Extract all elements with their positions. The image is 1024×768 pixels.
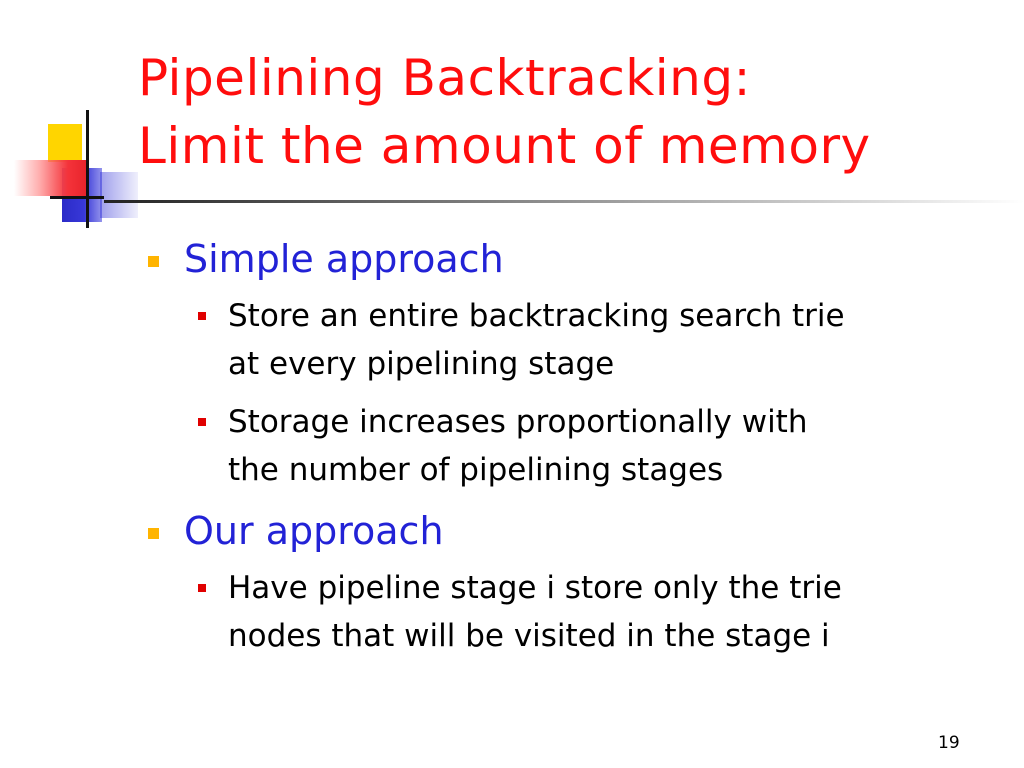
bullet-square-icon [198, 584, 206, 592]
bullet-level2-line: Store an entire backtracking search trie [228, 298, 845, 334]
slide-title-line: Limit the amount of memory [138, 117, 871, 175]
title-underline-rule [104, 200, 1024, 203]
bullet-level1-our-approach [142, 504, 992, 558]
page-number: 19 [938, 733, 960, 753]
bullet-square-icon [198, 312, 206, 320]
decorative-vertical-line [86, 110, 89, 228]
bullet-level1-simple-approach [142, 232, 992, 286]
decorative-horizontal-line [50, 196, 104, 199]
slide-title [138, 44, 1008, 180]
bullet-level2-item [228, 564, 992, 660]
bullet-level2-line: at every pipelining stage [228, 346, 615, 382]
decorative-yellow-square [48, 124, 82, 162]
bullet-square-icon [148, 528, 159, 539]
bullet-level2-line: the number of pipelining stages [228, 452, 724, 488]
slide-title-line: Pipelining Backtracking: [138, 49, 751, 107]
bullet-level1-text: Simple approach [184, 237, 504, 281]
bullet-level2-line: Storage increases proportionally with [228, 404, 808, 440]
bullet-level2-line: nodes that will be visited in the stage i [228, 618, 830, 654]
bullet-level2-line: Have pipeline stage i store only the trie [228, 570, 842, 606]
decorative-red-bar [14, 160, 86, 196]
bullet-list [142, 232, 992, 670]
bullet-level2-item [228, 292, 992, 388]
bullet-level1-text: Our approach [184, 509, 444, 553]
bullet-square-icon [198, 418, 206, 426]
bullet-square-icon [148, 256, 159, 267]
bullet-level2-item [228, 398, 992, 494]
decorative-blue-fade [100, 172, 138, 218]
